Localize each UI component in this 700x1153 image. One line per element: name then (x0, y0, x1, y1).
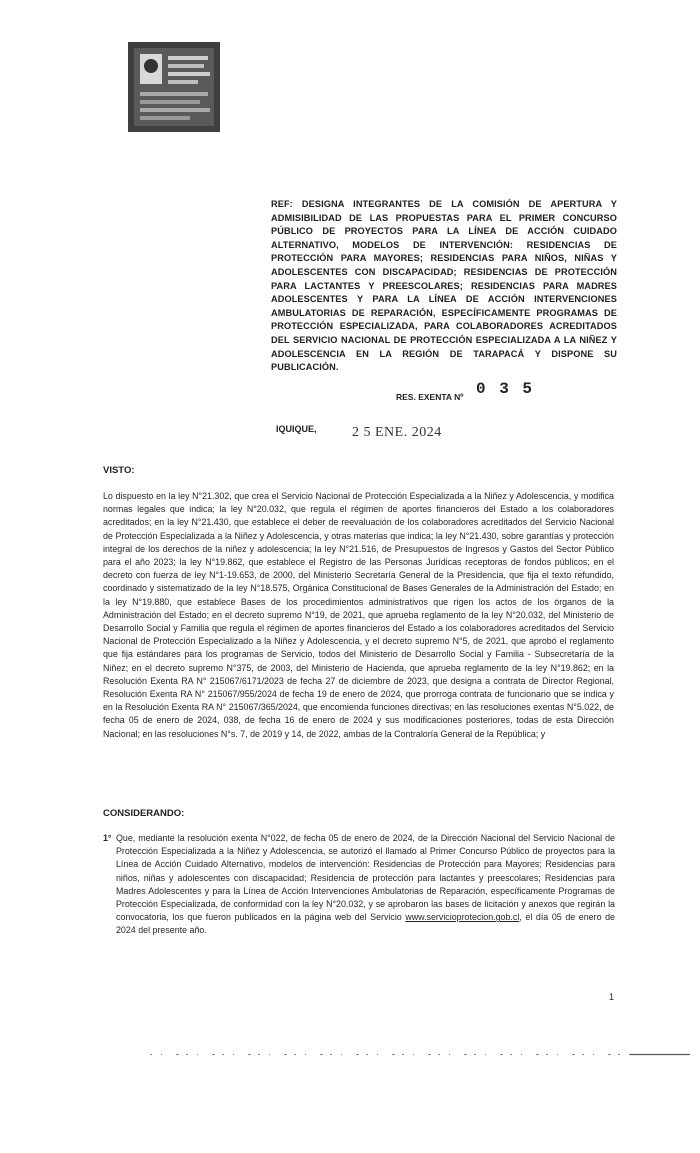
government-seal-graphic (128, 42, 220, 132)
considerando-heading: CONSIDERANDO: (103, 808, 185, 819)
item-body (116, 832, 615, 938)
reference-summary: REF: DESIGNA INTEGRANTES DE LA COMISIÓN DE APERTURA Y ADMISIBILIDAD DE LAS PROPUESTAS PARA EL PRIMER CONCURSO PÚBLICO DE PROYECTOS PARA LA LÍNEA DE ACCIÓN CUIDADO ALTERNATIVO, MODELOS DE INTERVENCIÓN: RESIDENCIAS DE PROTECCIÓN PARA MAYORES; RESIDENCIAS PARA NIÑOS, NIÑAS Y ADOLESCENTES CON DISCAPACIDAD; RESIDENCIAS DE PROTECCIÓN PARA LACTANTES Y PREESCOLARES; RESIDENCIAS PARA MADRES ADOLESCENTES Y PARA LA LÍNEA DE ACCIÓN INTERVENCIONES AMBULATORIAS DE REPARACIÓN, ESPECÍFICAMENTE PROGRAMAS DE PROTECCIÓN ESPECIALIZADA, PARA COLABORADORES ACREDITADOS DEL SERVICIO NACIONAL DE PROTECCIÓN ESPECIALIZADA A LA NIÑEZ Y ADOLESCENCIA EN LA REGIÓN DE TARAPACÁ Y DISPONE SU PUBLICACIÓN. (271, 199, 617, 373)
date-stamp: 2 5 ENE. 2024 (352, 425, 442, 440)
visto-heading: VISTO: (103, 465, 135, 476)
item-text: Que, mediante la resolución exenta N°022, de fecha 05 de enero de 2024, de la Dirección Nacional del Servicio Nacional de Protección Especializada a la Niñez y Adolescencia, se autorizó el llamado al Primer Concurso Público de proyectos para la Línea de Acción Cuidado Alternativo, modelos de intervención: Residencias de Protección para Mayores; Residencias para niños, niñas y adolescentes con discapacidad; Residencia de protección para lactantes y preescolares; Residencias para Madres Adolescentes y para la Línea de Acción Intervenciones Ambulatorias de Reparación, específicamente Programas de Protección Especializada, de conformidad con la ley N°20.032, y se aprobaron las bases de licitación y anexos que regirán la convocatoria, los que fueron publicados en la página web del Servicio (116, 833, 615, 923)
scan-artifact-line (150, 1053, 690, 1056)
considerando-item-1 (103, 832, 615, 938)
page-number: 1 (609, 992, 615, 1002)
item-number: 1° (103, 833, 112, 843)
resolution-number: 0 3 5 (476, 380, 535, 398)
city-label: IQUIQUE, (276, 424, 317, 434)
resolution-label: RES. EXENTA Nº (396, 392, 464, 402)
government-seal-icon (128, 42, 220, 132)
item-tail: , el día 05 de enero de 2024 del presente año. (116, 912, 615, 936)
website-link[interactable]: www.servicioprotecion.gob.cl (405, 912, 520, 923)
visto-paragraph: Lo dispuesto en la ley N°21.302, que crea el Servicio Nacional de Protección Especializada a la Niñez y Adolescencia, y modifica normas legales que indica; la ley N°20.032, que regula el régimen de aportes financieros del Estado a los colaboradores acreditados; en la ley N°21.430, que establece el deber de reevaluación de los colaboradores acreditados del Servicio Nacional de Protección Especializada a la Niñez y Adolescencia, y otras materias que indica; la ley N°21.430, sobre garantías y protección integral de los derechos de la niñez y adolescencia; la ley N°21.516, de Presupuestos de Ingresos y Gastos del Sector Público para el año 2023; la ley N°19.862, que establece el Registro de las Personas Jurídicas receptoras de fondos públicos; en el decreto con fuerza de ley N°1-19.653, de 2000, del Ministerio Secretaría General de la Presidencia, que fija el texto refundido, coordinado y sistematizado de la ley N°18.575, Orgánica Constitucional de Bases Generales de la Administración del Estado; en la ley N°19.880, que establece Bases de los procedimientos administrativos que rigen los actos de los órganos de la Administración del Estado; en el decreto supremo N°19, de 2021, que aprueba reglamento de la ley N°20.032, del Ministerio de Desarrollo Social y Familia que regula el régimen de aportes financieros del Estado a los colaboradores acreditados del Servicio Nacional de Protección Especializado a la Niñez y Adolescencia, y el decreto supremo N°5, de 2021, que aprobó el reglamento que fija estándares para los programas de Servicio, todos del Ministerio de Desarrollo Social y Familia - Subsecretaría de la Niñez; en el decreto supremo N°375, de 2003, del Ministerio de Hacienda, que aprueba reglamento de la ley N°19.862; en la Resolución Exenta RA N° 215067/6171/2023 de fecha 27 de diciembre de 2023, que designa a contrata de Director Regional, Resolución Exenta RA N° 215067/955/2024 de fecha 19 de enero de 2024, que prorroga contrata de funcionario que se indica y en la Resolución Exenta RA N° 215067/365/2024, que encomienda funciones directivas; en las resoluciones exentas N°5.022, de fecha 05 de enero de 2024, 038, de fecha 16 de enero de 2024 y sus modificaciones posteriores, todas de esta Dirección Nacional; en las resoluciones N°s. 7, de 2019 y 14, de 2022, ambas de la Contraloría General de la República; y (103, 491, 614, 739)
